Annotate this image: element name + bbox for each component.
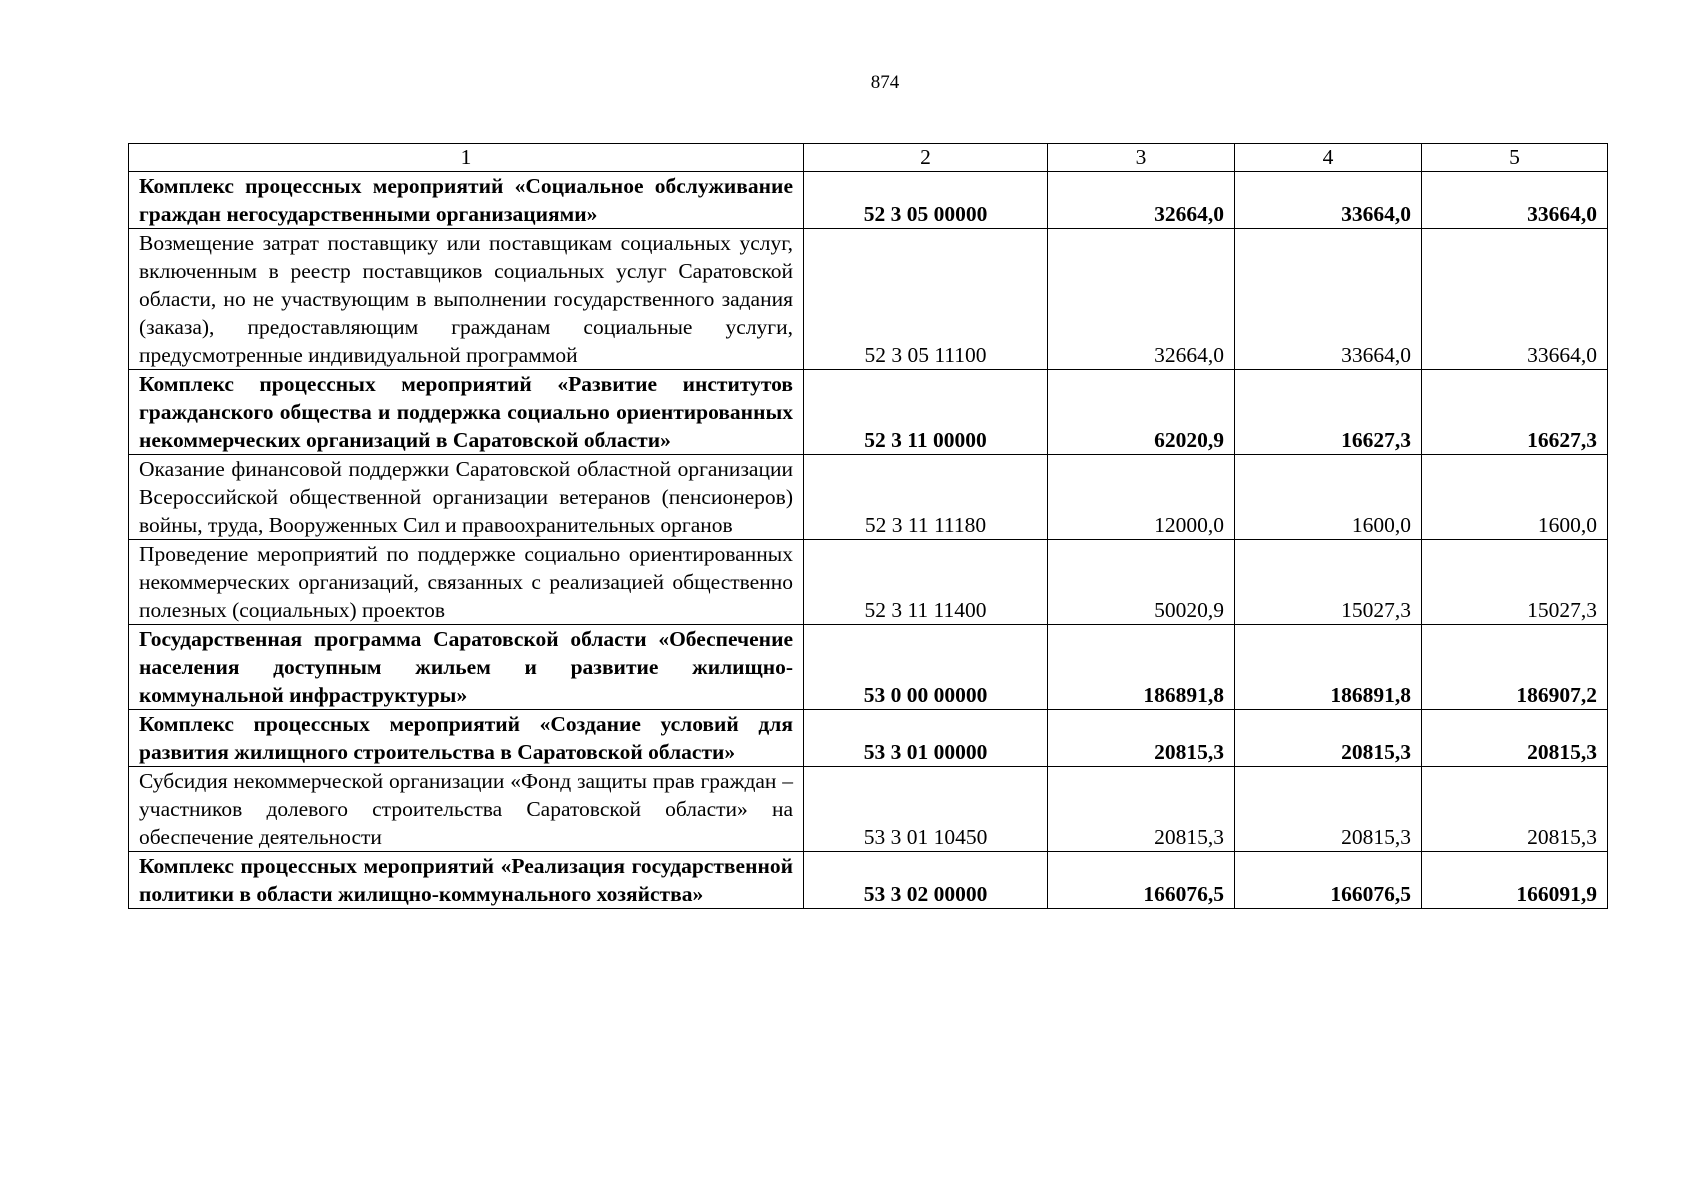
table-row xyxy=(129,625,1608,710)
row-code: 52 3 11 11180 xyxy=(804,455,1048,540)
row-value-5: 20815,3 xyxy=(1422,767,1608,852)
row-name: Комплекс процессных мероприятий «Социальное обслуживание граждан негосударственными организациями» xyxy=(129,172,804,229)
row-value-5: 33664,0 xyxy=(1422,229,1608,370)
row-value-3: 20815,3 xyxy=(1048,710,1235,767)
row-code: 53 0 00 00000 xyxy=(804,625,1048,710)
row-code: 53 3 02 00000 xyxy=(804,852,1048,909)
budget-table xyxy=(128,143,1608,909)
column-number-5: 5 xyxy=(1422,144,1608,172)
row-value-5: 186907,2 xyxy=(1422,625,1608,710)
row-value-3: 32664,0 xyxy=(1048,229,1235,370)
row-value-3: 20815,3 xyxy=(1048,767,1235,852)
row-value-3: 186891,8 xyxy=(1048,625,1235,710)
page-number: 874 xyxy=(870,72,900,93)
row-code: 52 3 11 00000 xyxy=(804,370,1048,455)
row-value-4: 166076,5 xyxy=(1235,852,1422,909)
row-value-5: 33664,0 xyxy=(1422,172,1608,229)
row-name: Комплекс процессных мероприятий «Реализация государственной политики в области жилищно-коммунального хозяйства» xyxy=(129,852,804,909)
row-value-5: 166091,9 xyxy=(1422,852,1608,909)
row-value-4: 15027,3 xyxy=(1235,540,1422,625)
column-number-row xyxy=(129,144,1608,172)
row-value-5: 1600,0 xyxy=(1422,455,1608,540)
row-value-3: 62020,9 xyxy=(1048,370,1235,455)
row-value-4: 33664,0 xyxy=(1235,229,1422,370)
row-value-4: 1600,0 xyxy=(1235,455,1422,540)
row-value-5: 20815,3 xyxy=(1422,710,1608,767)
row-name: Комплекс процессных мероприятий «Развитие институтов гражданского общества и поддержка социально ориентированных некоммерческих организаций в Саратовской области» xyxy=(129,370,804,455)
row-name: Оказание финансовой поддержки Саратовской областной организации Всероссийской общественной организации ветеранов (пенсионеров) войны, труда, Вооруженных Сил и правоохранительных органов xyxy=(129,455,804,540)
row-value-3: 166076,5 xyxy=(1048,852,1235,909)
row-value-4: 16627,3 xyxy=(1235,370,1422,455)
row-name: Комплекс процессных мероприятий «Создание условий для развития жилищного строительства в Саратовской области» xyxy=(129,710,804,767)
row-value-5: 15027,3 xyxy=(1422,540,1608,625)
row-value-4: 33664,0 xyxy=(1235,172,1422,229)
row-code: 52 3 05 11100 xyxy=(804,229,1048,370)
table-row xyxy=(129,767,1608,852)
table-row xyxy=(129,172,1608,229)
column-number-3: 3 xyxy=(1048,144,1235,172)
column-number-1: 1 xyxy=(129,144,804,172)
row-value-3: 12000,0 xyxy=(1048,455,1235,540)
row-value-4: 20815,3 xyxy=(1235,767,1422,852)
table-row xyxy=(129,540,1608,625)
row-value-4: 186891,8 xyxy=(1235,625,1422,710)
row-value-5: 16627,3 xyxy=(1422,370,1608,455)
table-row xyxy=(129,455,1608,540)
table-row xyxy=(129,229,1608,370)
row-code: 53 3 01 10450 xyxy=(804,767,1048,852)
row-code: 53 3 01 00000 xyxy=(804,710,1048,767)
table-row xyxy=(129,852,1608,909)
column-number-4: 4 xyxy=(1235,144,1422,172)
table-row xyxy=(129,370,1608,455)
row-name: Субсидия некоммерческой организации «Фонд защиты прав граждан – участников долевого строительства Саратовской области» на обеспечение деятельности xyxy=(129,767,804,852)
column-number-2: 2 xyxy=(804,144,1048,172)
row-code: 52 3 05 00000 xyxy=(804,172,1048,229)
row-code: 52 3 11 11400 xyxy=(804,540,1048,625)
row-name: Государственная программа Саратовской области «Обеспечение населения доступным жильем и развитие жилищно-коммунальной инфраструктуры» xyxy=(129,625,804,710)
table-row xyxy=(129,710,1608,767)
row-value-4: 20815,3 xyxy=(1235,710,1422,767)
row-value-3: 32664,0 xyxy=(1048,172,1235,229)
row-value-3: 50020,9 xyxy=(1048,540,1235,625)
row-name: Возмещение затрат поставщику или поставщикам социальных услуг, включенным в реестр поставщиков социальных услуг Саратовской области, но не участвующим в выполнении государственного задания (заказа), предоставляющим гражданам социальные услуги, предусмотренные индивидуальной программой xyxy=(129,229,804,370)
row-name: Проведение мероприятий по поддержке социально ориентированных некоммерческих организаций, связанных с реализацией общественно полезных (социальных) проектов xyxy=(129,540,804,625)
